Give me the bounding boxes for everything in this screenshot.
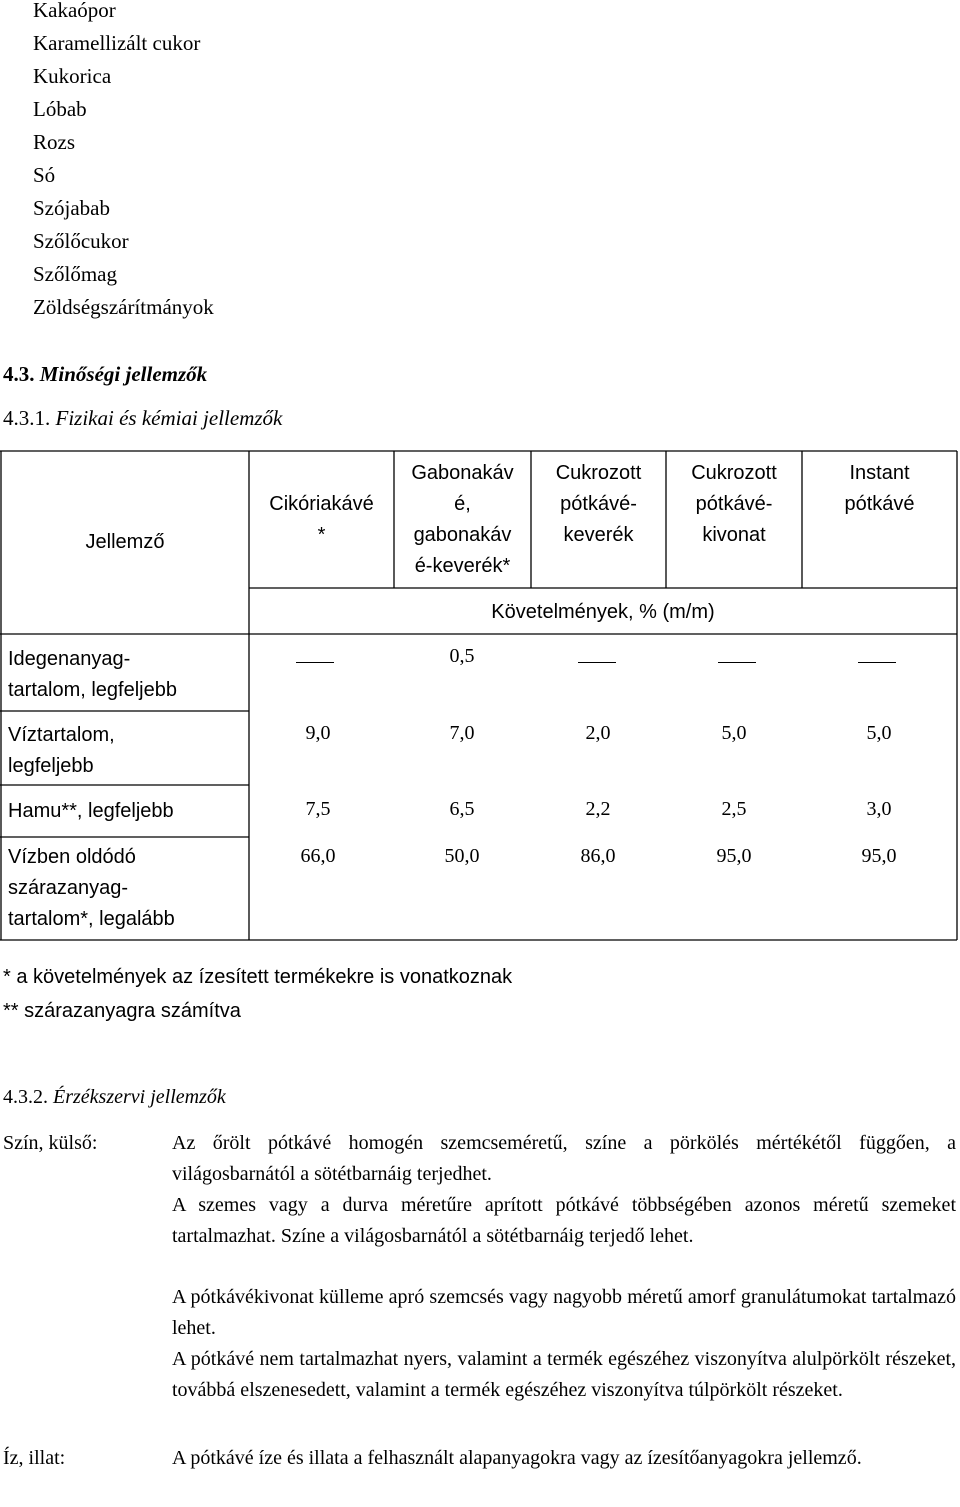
requirements-label: Követelmények, % (m/m)	[491, 601, 715, 623]
footnote: * a követelmények az ízesített termékekre is vonatkoznak	[3, 966, 513, 988]
list-item: Só	[33, 163, 56, 187]
footnote: ** szárazanyagra számítva	[3, 1000, 241, 1022]
row-label: Víztartalom, legfeljebb	[8, 724, 115, 777]
table-cell: 86,0	[580, 845, 616, 867]
list-item: Rozs	[33, 130, 75, 154]
table-cell: 7,5	[305, 798, 331, 820]
column-header: Gabonakáv é, gabonakáv é-keverék*	[411, 462, 514, 577]
table-cell: 6,5	[449, 798, 475, 820]
table-cell: 7,0	[449, 722, 475, 744]
table-cell: 66,0	[300, 845, 336, 867]
list-item: Kakaópor	[33, 0, 116, 22]
section-heading-4-3-1: 4.3.1. Fizikai és kémiai jellemzők	[3, 406, 283, 430]
list-item: Karamellizált cukor	[33, 31, 201, 55]
table-cell: 0,5	[449, 645, 475, 667]
color-paragraph: Az őrölt pótkávé homogén szemcseméretű, színe a pörkölés mértékétől függően, a világosbarnától a sötétbarnáig terjedhet.	[172, 1132, 956, 1185]
section-heading-4-3-2: 4.3.2. Érzékszervi jellemzők	[3, 1086, 226, 1108]
table-cell: 2,0	[585, 722, 611, 744]
color-label: Szín, külső:	[3, 1132, 98, 1154]
table-corner-header: Jellemző	[85, 531, 165, 553]
table-cell: 9,0	[305, 722, 331, 744]
table-cell: 95,0	[716, 845, 752, 867]
table-cell: 2,2	[585, 798, 611, 820]
taste-paragraph: A pótkávé íze és illata a felhasznált alapanyagokra vagy az ízesítőanyagokra jellemző.	[172, 1447, 862, 1469]
column-header: Cukrozott pótkávé- keverék	[555, 462, 642, 546]
column-header: Cikóriakávé *	[269, 493, 374, 546]
table-cell: 95,0	[861, 845, 897, 867]
color-paragraph: A pótkávé nem tartalmazhat nyers, valamint a termék egészéhez viszonyítva alulpörkölt részeket, továbbá elszenesedett, valamint a termék egészéhez viszonyítva túlpörkölt részeket.	[172, 1348, 956, 1401]
table-cell: 5,0	[721, 722, 747, 744]
list-item: Lóbab	[33, 97, 87, 121]
list-item: Zöldségszárítmányok	[33, 295, 214, 319]
section-heading-4-3: 4.3. Minőségi jellemzők	[3, 362, 208, 386]
row-label: Idegenanyag- tartalom, legfeljebb	[8, 648, 177, 701]
column-header: Instant pótkávé	[844, 462, 915, 515]
table-cell: 50,0	[444, 845, 480, 867]
list-item: Szőlőmag	[33, 262, 117, 286]
dash-mark	[718, 662, 756, 663]
dash-mark	[858, 662, 896, 663]
color-paragraph: A szemes vagy a durva méretűre aprított pótkávé többségében azonos méretű szemeket tartalmazhat. Színe a világosbarnától a sötétbarnáig terjedő lehet.	[172, 1194, 956, 1247]
list-item: Szójabab	[33, 196, 110, 220]
row-label: Vízben oldódó szárazanyag- tartalom*, legalább	[8, 846, 175, 930]
color-paragraph: A pótkávékivonat külleme apró szemcsés vagy nagyobb méretű amorf granulátumokat tartalmazó lehet.	[172, 1286, 956, 1339]
column-header: Cukrozott pótkávé- kivonat	[691, 462, 777, 546]
list-item: Szőlőcukor	[33, 229, 129, 253]
row-label: Hamu**, legfeljebb	[8, 800, 174, 822]
table-cell: 2,5	[721, 798, 747, 820]
table-cell: 5,0	[866, 722, 892, 744]
dash-mark	[296, 662, 334, 663]
dash-mark	[578, 662, 616, 663]
taste-label: Íz, illat:	[3, 1447, 66, 1469]
table-cell: 3,0	[866, 798, 892, 820]
list-item: Kukorica	[33, 64, 112, 88]
